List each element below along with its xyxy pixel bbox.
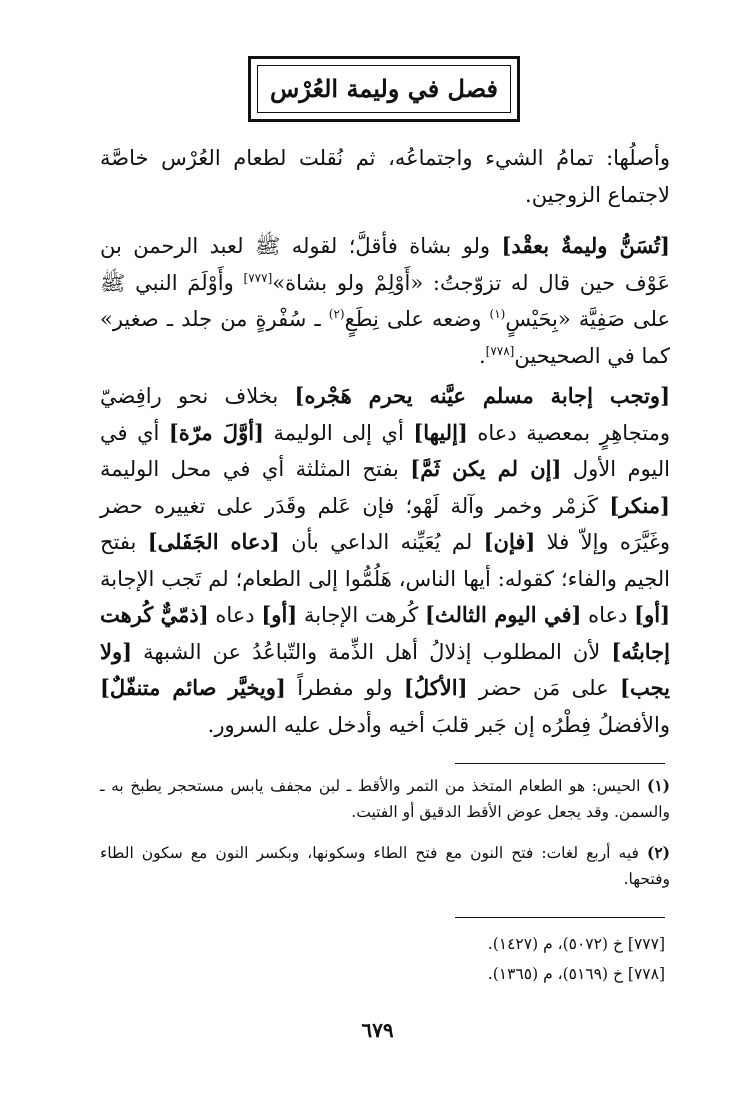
footnote-marker[interactable]: (١) xyxy=(489,307,506,321)
commentary-text: . xyxy=(478,343,486,368)
matn-text: [وتجب إجابة مسلم عيَّنه يحرم هَجْره] xyxy=(294,383,671,408)
hadith-ref-marker[interactable]: [٧٧٧] xyxy=(243,270,273,285)
hadith-ref-text: خ (٥١٦٩)، م (١٣٦٥). xyxy=(487,965,623,983)
commentary-text: وأَوْلَمَ النبي ﷺ على صَفِيَّة «بِحَيْسٍ xyxy=(100,270,670,331)
matn-text: [ولا يجب] xyxy=(100,638,670,700)
paragraph-1-text: وأصلُها: تمامُ الشيء واجتماعُه، ثم نُقلت لطعام العُرْس خاصَّة لاجتماع الزوجين. xyxy=(100,146,670,207)
commentary-text: والأفضلُ فِطْرُه إن جَبر قلبَ أخيه وأدخل عليه السرور. xyxy=(207,712,670,737)
footnote-marker[interactable]: (٢) xyxy=(328,307,345,321)
hadith-ref-separator xyxy=(455,917,665,918)
matn-text: [أو] xyxy=(634,602,671,627)
chapter-title: فصل في وليمة العُرْس xyxy=(270,74,498,103)
paragraph-1 xyxy=(100,140,670,213)
chapter-title-inner-frame xyxy=(257,65,511,113)
matn-text: [منكر] xyxy=(609,492,670,518)
chapter-title-frame xyxy=(248,56,520,122)
footnote-number: (١) xyxy=(646,776,670,795)
hadith-ref-marker[interactable]: [٧٧٨] xyxy=(485,343,515,358)
footnote-2 xyxy=(100,840,670,892)
commentary-text: دعاه xyxy=(208,603,262,627)
matn-text: [ويخيَّر صائم متنفّلٌ] xyxy=(100,675,286,700)
hadith-ref-number: [٧٧٨] xyxy=(627,965,665,983)
hadith-ref-number: [٧٧٧] xyxy=(627,935,665,953)
commentary-text: دعاه xyxy=(581,603,635,627)
commentary-text: لأن المطلوب إذلالُ أهل الذِّمة والتّباعُدُ عن الشبهة xyxy=(132,639,612,664)
matn-text: [إن لم يكن ثَمَّ] xyxy=(410,456,562,481)
matn-text: [فإن] xyxy=(483,529,536,554)
commentary-text: كُرهت الإجابة xyxy=(297,603,425,627)
commentary-text: كَزمْر وخمر وآلة لَهْو؛ فإن عَلم وقَدَر على تغييره حضر وغَيَّرَه وإلاّ فلا xyxy=(100,493,670,554)
matn-text: [تُسَنُّ وليمةٌ بعقْد] xyxy=(501,233,670,258)
matn-text: [دعاه الجَفَلى] xyxy=(147,529,280,554)
footnote-text: الحيس: هو الطعام المتخذ من التمر والأقط ـ لبن مجفف يابس مستحجر يطبخ به ـ والسمن. وقد يجعل عوض الأقط الدقيق أو الفتيت. xyxy=(100,777,670,821)
commentary-text: ولو مفطراً xyxy=(285,676,404,700)
commentary-text: وضعه على نِطَعٍ xyxy=(344,307,490,331)
paragraph-2 xyxy=(100,228,670,374)
commentary-text: ولو بشاة فأقلَّ؛ لقوله ﷺ لعبد الرحمن بن عَوْف حين قال له تزوّجتُ: «أَوْلِمْ ولو بشاة» xyxy=(100,234,670,295)
footnote-text: فيه أربع لغات: فتح النون مع فتح الطاء وسكونها، وبكسر النون مع سكون الطاء وفتحها. xyxy=(100,844,670,888)
commentary-text: أي في اليوم الأول xyxy=(100,420,671,481)
footnote-separator xyxy=(455,763,665,764)
footnote-number: (٢) xyxy=(646,843,670,862)
commentary-text: بفتح الجيم والفاء؛ كقوله: أيها الناس، هَلُمُّوا إلى الطعام؛ لم تَجب الإجابة xyxy=(100,530,670,591)
paragraph-3 xyxy=(100,378,670,743)
commentary-text: أي إلى الوليمة xyxy=(263,420,414,445)
commentary-text: بخلاف نحو رافِضيّ ومتجاهِرٍ بمعصية دعاه xyxy=(100,384,670,445)
commentary-text: على مَن حضر xyxy=(467,676,621,700)
matn-text: [في اليوم الثالث] xyxy=(424,602,582,627)
matn-text: [إليها] xyxy=(413,419,468,445)
page-number: ٦٧٩ xyxy=(361,1018,394,1042)
matn-text: [أوَّلَ مرّة] xyxy=(168,419,264,445)
hadith-ref-777 xyxy=(300,933,665,955)
commentary-text: ـ سُفْرةٍ من جلد ـ صغير» كما في الصحيحين xyxy=(100,307,670,368)
commentary-text: بفتح المثلثة أي في محل الوليمة xyxy=(100,457,411,481)
matn-text: [الأكلُ] xyxy=(403,675,468,700)
matn-text: [أو] xyxy=(261,602,298,627)
matn-text: [ذمّيٌّ كُرهت إجابتُه] xyxy=(100,602,670,664)
hadith-ref-778 xyxy=(300,963,665,985)
hadith-ref-text: خ (٥٠٧٢)، م (١٤٢٧). xyxy=(487,935,623,953)
footnote-1 xyxy=(100,773,670,825)
commentary-text: لم يُعَيِّنه الداعي بأن xyxy=(279,530,484,554)
